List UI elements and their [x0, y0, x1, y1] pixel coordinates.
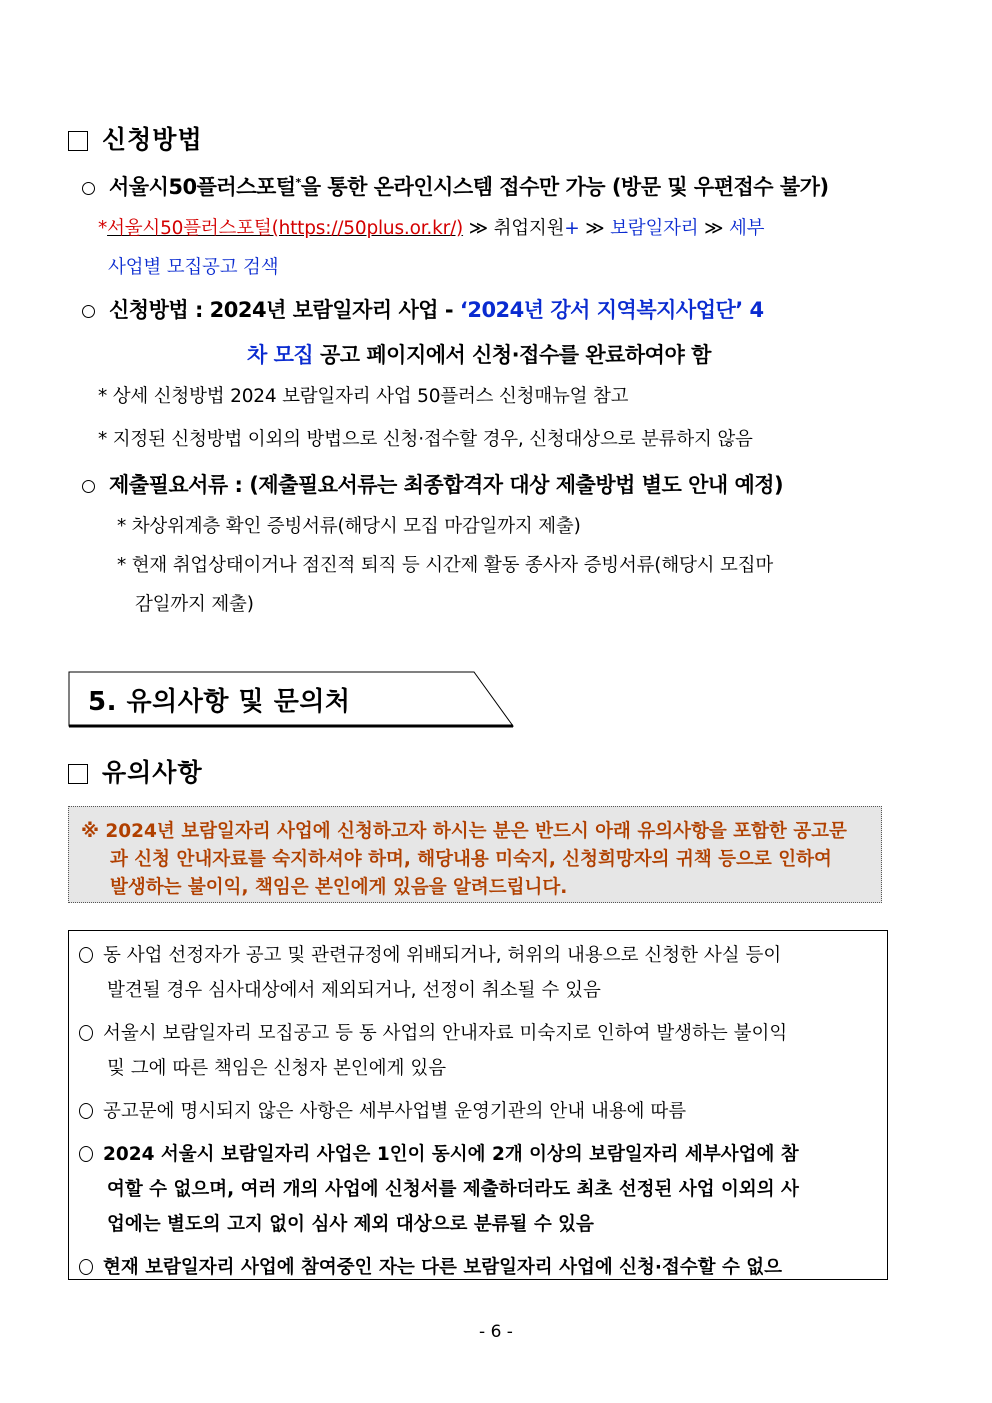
page-number: - 6 - [479, 1322, 513, 1342]
notice-line: ※ 2024년 보람일자리 사업에 신청하고자 하시는 분은 반드시 아래 유의사항을 포함한 공고문 [81, 821, 847, 842]
sep: ≫ [463, 218, 494, 239]
bullet-circle-icon [82, 182, 95, 195]
apply-item-3-note-2: * 현재 취업상태이거나 점진적 퇴직 등 시간제 활동 종사자 증빙서류(해당시 모집마 [117, 555, 774, 576]
item2-rest: 공고 페이지에서 신청·접수를 완료하여야 함 [313, 343, 711, 367]
sep: ≫ [698, 218, 729, 239]
notice-line: 과 신청 안내자료를 숙지하셔야 하며, 해당내용 미숙지, 신청희망자의 귀책 등으로 인하여 [110, 849, 832, 870]
bullet-circle-icon [79, 1103, 93, 1119]
path-plus: + [564, 218, 580, 239]
heading-text: 신청방법 [102, 125, 203, 154]
caution-item [79, 1097, 686, 1123]
portal-name: 서울시50플러스포털 [109, 175, 296, 199]
caution-item-cont: 및 그에 따른 책임은 신청자 본인에게 있음 [107, 1058, 447, 1079]
caution-text: 서울시 보람일자리 모집공고 등 동 사업의 안내자료 미숙지로 인하여 발생하는 불이익 [103, 1023, 788, 1044]
item2-highlight2: 차 모집 [247, 343, 314, 367]
bullet-circle-icon [79, 947, 93, 963]
apply-item-2-line2 [247, 339, 711, 369]
caution-item-cont: 발견될 경우 심사대상에서 제외되거나, 선정이 취소될 수 있음 [107, 980, 601, 1001]
heading-text: 유의사항 [102, 758, 203, 787]
item1-rest: 을 통한 온라인시스템 접수만 가능 (방문 및 우편접수 불가) [300, 175, 829, 199]
path-detail: 세부 [729, 218, 765, 239]
path-employment: 취업지원 [493, 218, 565, 239]
caution-text: 현재 보람일자리 사업에 참여중인 자는 다른 보람일자리 사업에 신청·접수할 수 없으 [103, 1257, 783, 1278]
apply-item-3-note-1: * 차상위계층 확인 증빙서류(해당시 모집 마감일까지 제출) [117, 516, 581, 537]
caution-text: 동 사업 선정자가 공고 및 관련규정에 위배되거나, 허위의 내용으로 신청한 사실 등이 [103, 945, 782, 966]
note-star: * [98, 218, 108, 239]
bullet-circle-icon [79, 1259, 93, 1275]
footnote-mark: * [295, 176, 301, 189]
caution-item-cont: 여할 수 없으며, 여러 개의 사업에 신청서를 제출하더라도 최초 선정된 사업 이외의 사 [107, 1179, 799, 1200]
apply-item-3-note-2-cont: 감일까지 제출) [135, 594, 254, 615]
apply-item-3 [82, 469, 783, 499]
item3-text: 제출필요서류 : (제출필요서류는 최종합격자 대상 제출방법 별도 안내 예정) [109, 473, 784, 497]
path-boram: 보람일자리 [610, 218, 699, 239]
section-5-banner [68, 671, 514, 727]
item2-label: 신청방법 : 2024년 보람일자리 사업 - [109, 298, 460, 322]
apply-item-1 [82, 171, 829, 201]
bullet-circle-icon [79, 1025, 93, 1041]
checkbox-square-icon [68, 764, 88, 784]
notice-line: 발생하는 불이익, 책임은 본인에게 있음을 알려드립니다. [110, 877, 568, 898]
heading-cautions [68, 753, 203, 789]
apply-item-2-note-1: * 상세 신청방법 2024 보람일자리 사업 50플러스 신청매뉴얼 참고 [98, 386, 629, 407]
apply-note-1 [98, 214, 764, 240]
bullet-circle-icon [82, 480, 95, 493]
sep: ≫ [579, 218, 611, 239]
caution-item [79, 1253, 782, 1279]
caution-text: 2024 서울시 보람일자리 사업은 1인이 동시에 2개 이상의 보람일자리 세부사업에 참 [103, 1144, 799, 1165]
caution-text: 공고문에 명시되지 않은 사항은 세부사업별 운영기관의 안내 내용에 따름 [103, 1101, 687, 1122]
caution-item [79, 1019, 787, 1045]
cautions-box [68, 930, 888, 1280]
notice-box [68, 806, 882, 903]
apply-note-1-line2: 사업별 모집공고 검색 [108, 257, 279, 278]
apply-item-2 [82, 294, 764, 324]
heading-apply [68, 120, 203, 156]
caution-item [79, 1140, 799, 1166]
caution-item-cont: 업에는 별도의 고지 없이 심사 제외 대상으로 분류될 수 있음 [107, 1214, 594, 1235]
bullet-circle-icon [82, 305, 95, 318]
checkbox-square-icon [68, 131, 88, 151]
caution-item [79, 941, 781, 967]
bullet-circle-icon [79, 1146, 93, 1162]
apply-item-2-note-2: * 지정된 신청방법 이외의 방법으로 신청·접수할 경우, 신청대상으로 분류하지 않음 [98, 429, 753, 450]
portal-link[interactable]: 서울시50플러스포털(https://50plus.or.kr/) [107, 218, 464, 239]
section-5-title: 5. 유의사항 및 문의처 [88, 687, 351, 717]
item2-highlight: ‘2024년 강서 지역복지사업단’ 4 [459, 298, 764, 322]
